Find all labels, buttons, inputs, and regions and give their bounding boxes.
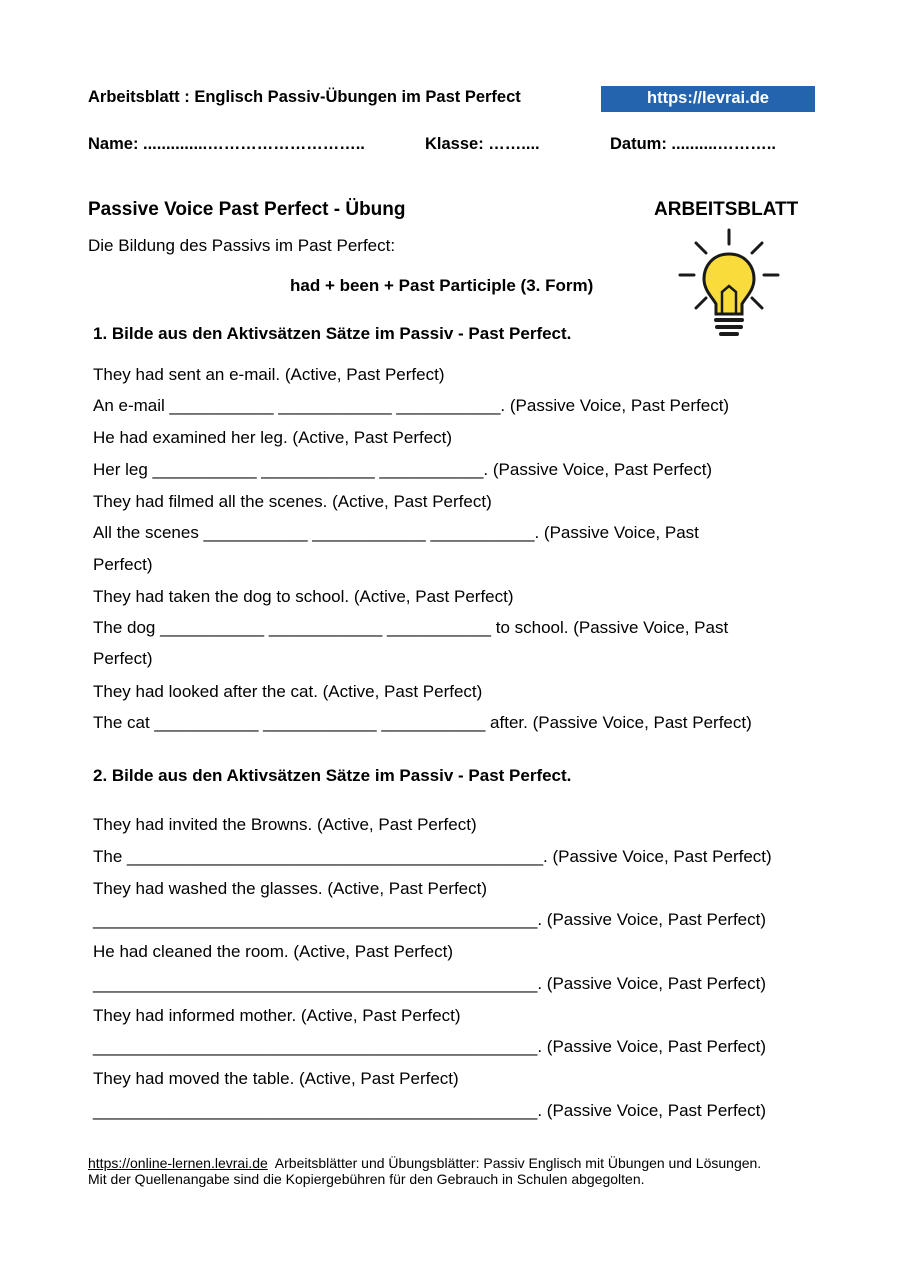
exercise-line: Her leg ___________ ____________ ___________. (Passive Voice, Past Perfect) <box>93 460 713 479</box>
name-field-label: Name: ..............……………………….. <box>88 135 365 153</box>
exercise-line: They had sent an e-mail. (Active, Past Perfect) <box>93 365 445 384</box>
footer-link[interactable]: https://online-lernen.levrai.de <box>88 1155 268 1171</box>
exercise-line: He had examined her leg. (Active, Past Perfect) <box>93 428 453 447</box>
exercise-line: _______________________________________________. (Passive Voice, Past Perfect) <box>93 1101 767 1120</box>
exercise-line: The cat ___________ ____________ ___________ after. (Passive Voice, Past Perfect) <box>93 713 752 732</box>
lightbulb-icon <box>676 228 782 338</box>
exercise-line: _______________________________________________. (Passive Voice, Past Perfect) <box>93 910 767 929</box>
intro-text: Die Bildung des Passivs im Past Perfect: <box>88 236 396 255</box>
exercise-line: The ____________________________________________. (Passive Voice, Past Perfect) <box>93 847 772 866</box>
exercise-line: They had informed mother. (Active, Past Perfect) <box>93 1006 461 1025</box>
exercise-line: The dog ___________ ____________ ___________ to school. (Passive Voice, Past <box>93 618 729 637</box>
section1-title: 1. Bilde aus den Aktivsätzen Sätze im Passiv - Past Perfect. <box>93 324 572 343</box>
exercise-line: They had taken the dog to school. (Active, Past Perfect) <box>93 587 514 606</box>
section2-title: 2. Bilde aus den Aktivsätzen Sätze im Passiv - Past Perfect. <box>93 766 572 785</box>
footer-line-1 <box>88 1155 761 1171</box>
date-field-label: Datum: ..........……….. <box>610 135 776 153</box>
footer-text-1: Arbeitsblätter und Übungsblätter: Passiv Englisch mit Übungen und Lösungen. <box>274 1155 762 1171</box>
exercise-line: They had invited the Browns. (Active, Past Perfect) <box>93 815 477 834</box>
page-heading: Passive Voice Past Perfect - Übung <box>88 199 406 220</box>
exercise-line: They had filmed all the scenes. (Active, Past Perfect) <box>93 492 492 511</box>
class-field-label: Klasse: …….... <box>425 135 540 153</box>
exercise-line: Perfect) <box>93 555 153 574</box>
exercise-line: They had moved the table. (Active, Past Perfect) <box>93 1069 459 1088</box>
exercise-line: Perfect) <box>93 649 153 668</box>
worksheet-title: Arbeitsblatt : Englisch Passiv-Übungen im Past Perfect <box>88 88 521 106</box>
footer-text-2: Mit der Quellenangabe sind die Kopiergebühren für den Gebrauch in Schulen abgegolten. <box>88 1171 645 1187</box>
exercise-line: _______________________________________________. (Passive Voice, Past Perfect) <box>93 974 767 993</box>
exercise-line: _______________________________________________. (Passive Voice, Past Perfect) <box>93 1037 767 1056</box>
worksheet-badge: ARBEITSBLATT <box>654 199 799 220</box>
exercise-line: He had cleaned the room. (Active, Past Perfect) <box>93 942 454 961</box>
exercise-line: All the scenes ___________ ____________ ___________. (Passive Voice, Past <box>93 523 699 542</box>
exercise-line: They had washed the glasses. (Active, Past Perfect) <box>93 879 488 898</box>
site-url-badge[interactable]: https://levrai.de <box>601 86 815 112</box>
exercise-line: They had looked after the cat. (Active, Past Perfect) <box>93 682 483 701</box>
exercise-line: An e-mail ___________ ____________ ___________. (Passive Voice, Past Perfect) <box>93 396 730 415</box>
formula-text: had + been + Past Participle (3. Form) <box>290 276 594 295</box>
